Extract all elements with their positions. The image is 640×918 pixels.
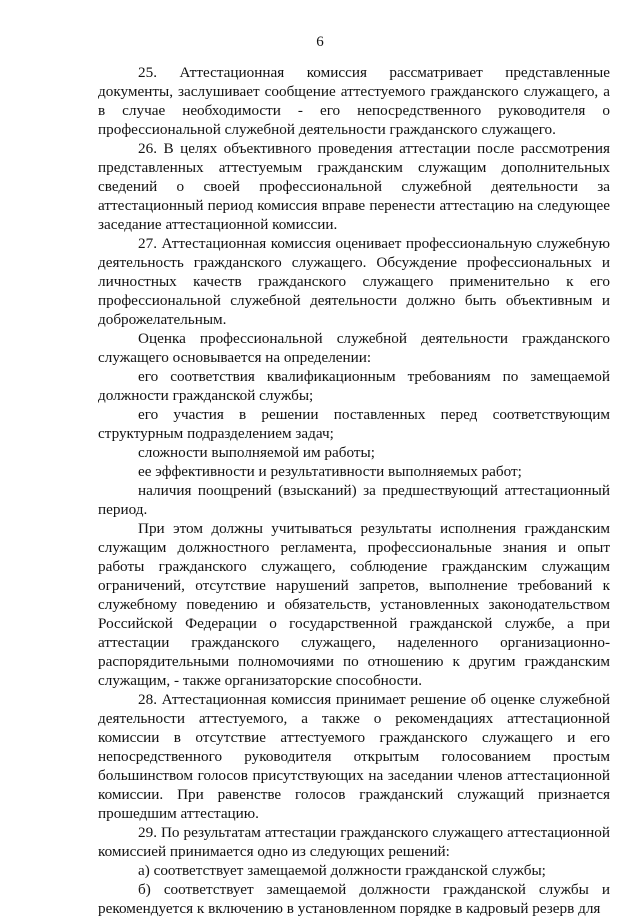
- paragraph-25: 25. Аттестационная комиссия рассматривает представленные документы, заслушивает сообщение аттестуемого гражданского служащего, а в случае необходимости - его непосредственного руководителя о профессиональной служебной деятельности гражданского служащего.: [98, 64, 610, 138]
- document-body: [98, 63, 610, 918]
- paragraph-28: 28. Аттестационная комиссия принимает решение об оценке служебной деятельности аттестуемого, а также о рекомендациях аттестационной комиссии в отсутствие аттестуемого гражданского служащего и его непосредственного руководителя открытым голосованием простым большинством голосов присутствующих на заседании членов аттестационной комиссии. При равенстве голосов гражданский служащий признается прошедшим аттестацию.: [98, 691, 610, 822]
- paragraph-29: 29. По результатам аттестации гражданского служащего аттестационной комиссией принимается одно из следующих решений:: [98, 824, 610, 860]
- page-number: 6: [316, 34, 324, 50]
- paragraph-criterion-effectiveness: ее эффективности и результативности выполняемых работ;: [138, 463, 522, 480]
- paragraph-criterion-participation: его участия в решении поставленных перед соответствующим структурным подразделением задач;: [98, 406, 610, 442]
- paragraph-criterion-qualification: его соответствия квалификационным требованиям по замещаемой должности гражданской службы;: [98, 368, 610, 404]
- paragraph-criterion-complexity: сложности выполняемой им работы;: [138, 444, 375, 461]
- paragraph-criterion-awards: наличия поощрений (взысканий) за предшествующий аттестационный период.: [98, 482, 610, 518]
- paragraph-27: 27. Аттестационная комиссия оценивает профессиональную служебную деятельность гражданского служащего. Обсуждение профессиональных и личностных качеств гражданского служащего применительно к его профессиональной служебной деятельности должно быть объективным и доброжелательным.: [98, 235, 610, 328]
- paragraph-considerations: При этом должны учитываться результаты исполнения гражданским служащим должностного регламента, профессиональные знания и опыт работы гражданского служащего, соблюдение гражданским служащим ограничений, отсутствие нарушений запретов, выполнение требований к служебному поведению и обязательств, установленных законодательством Российской Федерации о государственной гражданской службе, а при аттестации гражданского служащего, наделенного организационно-распорядительными полномочиями по отношению к другим гражданским служащим, - также организаторские способности.: [98, 520, 610, 689]
- paragraph-29-a: а) соответствует замещаемой должности гражданской службы;: [138, 862, 546, 879]
- paragraph-26: 26. В целях объективного проведения аттестации после рассмотрения представленных аттестуемым гражданским служащим дополнительных сведений о своей профессиональной служебной деятельности за аттестационный период комиссия вправе перенести аттестацию на следующее заседание аттестационной комиссии.: [98, 140, 610, 233]
- paragraph-29-b: б) соответствует замещаемой должности гражданской службы и рекомендуется к включению в установленном порядке в кадровый резерв для: [98, 881, 610, 917]
- paragraph-assessment-intro: Оценка профессиональной служебной деятельности гражданского служащего основывается на определении:: [98, 330, 610, 366]
